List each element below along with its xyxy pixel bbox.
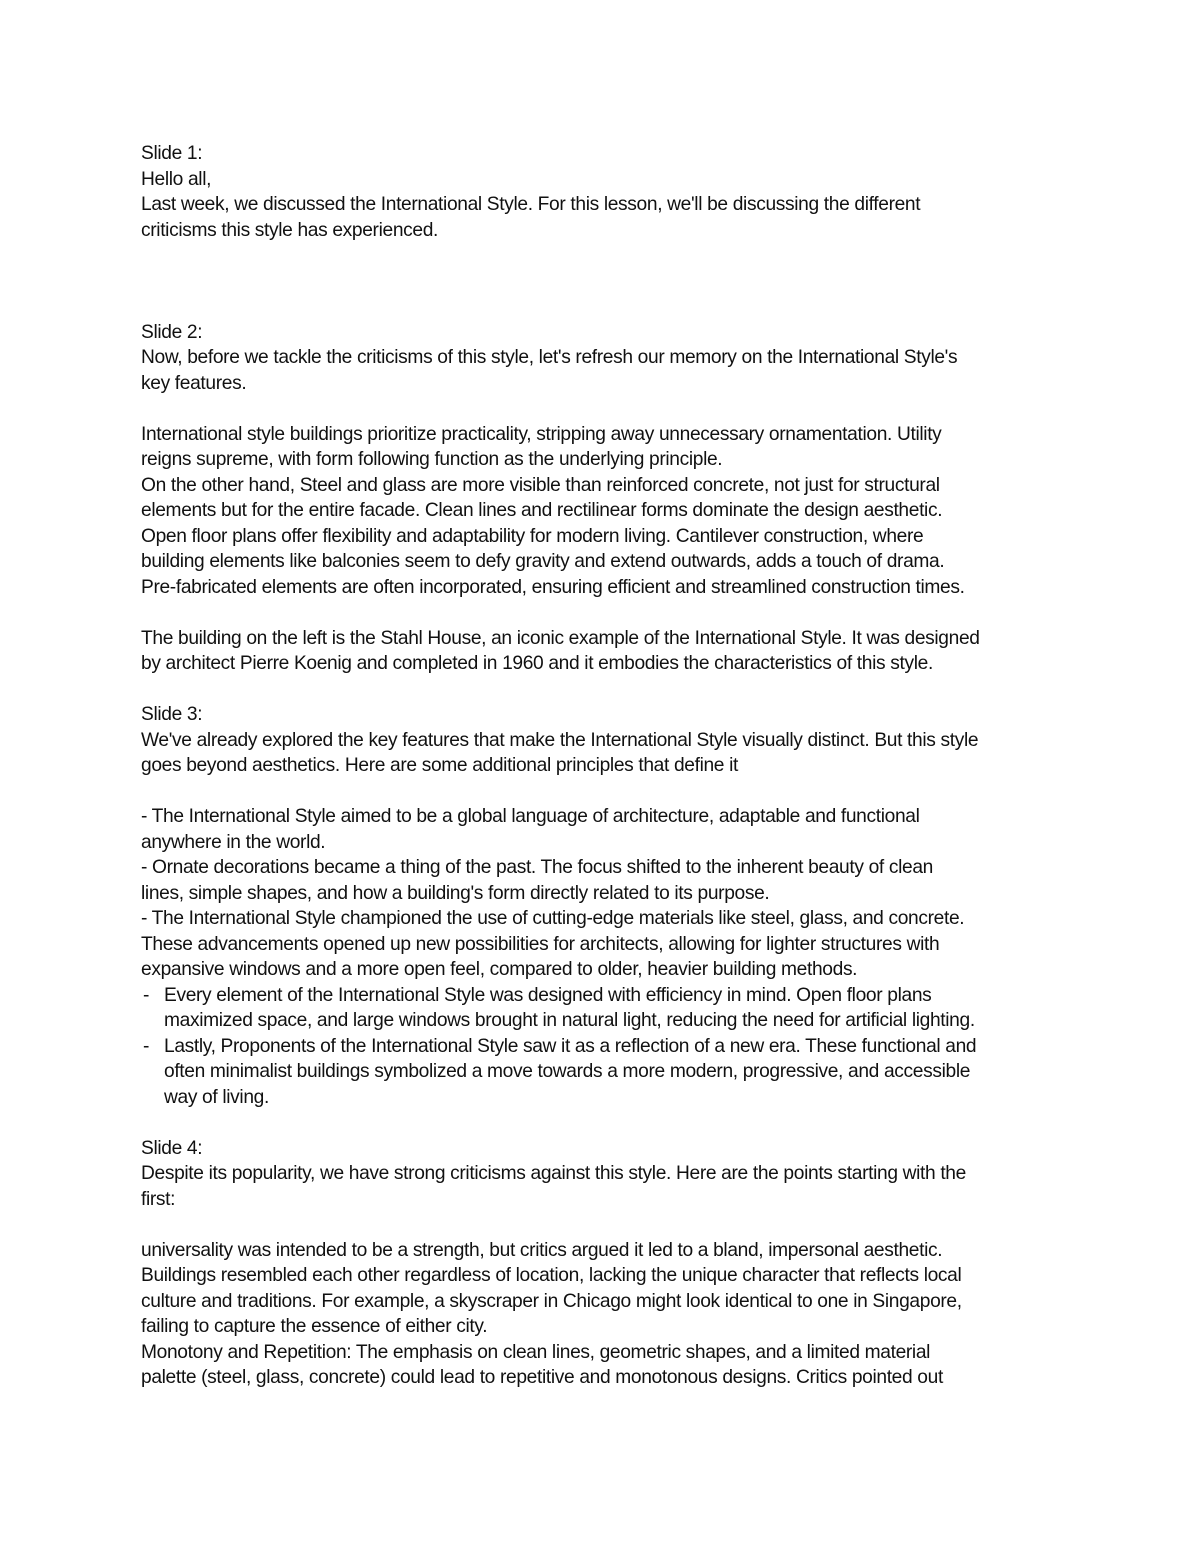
bullet-line: Every element of the International Style was designed with efficiency in mind. Open floor plans <box>164 984 932 1006</box>
slide4-intro-line: Despite its popularity, we have strong criticisms against this style. Here are the points starting with the <box>141 1163 966 1184</box>
bullet-marker: - <box>143 984 150 1006</box>
slide3-principle-line: These advancements opened up new possibilities for architects, allowing for lighter structures with <box>141 933 940 955</box>
slide4-criticism-line: Monotony and Repetition: The emphasis on clean lines, geometric shapes, and a limited material <box>141 1341 931 1363</box>
spacer <box>141 396 1071 422</box>
bullet-item <box>141 1034 1071 1111</box>
slide2-example-line: by architect Pierre Koenig and completed in 1960 and it embodies the characteristics of this style. <box>141 653 933 674</box>
slide2-example-line: The building on the left is the Stahl House, an iconic example of the International Style. It was designed <box>141 627 980 649</box>
bullet-marker: - <box>143 1035 150 1057</box>
slide2-feature-line: On the other hand, Steel and glass are more visible than reinforced concrete, not just for structural <box>141 474 940 496</box>
spacer <box>141 1212 1071 1238</box>
bullet-item <box>141 983 1071 1034</box>
slide2-feature-line: Pre-fabricated elements are often incorporated, ensuring efficient and streamlined construction times. <box>141 576 965 598</box>
slide2-heading: Slide 2: <box>141 321 203 343</box>
bullet-line: Lastly, Proponents of the International Style saw it as a reflection of a new era. These functional and <box>164 1035 977 1057</box>
bullet-line: maximized space, and large windows brought in natural light, reducing the need for artificial lighting. <box>164 1010 975 1031</box>
slide4-criticism-line: universality was intended to be a strength, but critics argued it led to a bland, impersonal aesthetic. <box>141 1239 943 1261</box>
slide3-principle-line: expansive windows and a more open feel, compared to older, heavier building methods. <box>141 959 858 980</box>
slide1-heading: Slide 1: <box>141 143 203 164</box>
spacer <box>141 600 1071 626</box>
slide4-intro-line: first: <box>141 1188 176 1210</box>
slide4-criticism-line: culture and traditions. For example, a skyscraper in Chicago might look identical to one in Singapore, <box>141 1290 962 1312</box>
slide4-criticism-line: Buildings resembled each other regardless of location, lacking the unique character that reflects local <box>141 1265 962 1286</box>
slide4-criticism-line: palette (steel, glass, concrete) could lead to repetitive and monotonous designs. Critics pointed out <box>141 1367 943 1388</box>
bullet-line: way of living. <box>164 1086 269 1108</box>
slide3-principle-line: - The International Style aimed to be a global language of architecture, adaptable and functional <box>141 806 920 827</box>
slide4-criticism-line: failing to capture the essence of either city. <box>141 1316 488 1337</box>
slide3-heading: Slide 3: <box>141 704 203 725</box>
bullet-line: often minimalist buildings symbolized a move towards a more modern, progressive, and accessible <box>164 1061 971 1082</box>
document-page <box>141 141 1071 1391</box>
slide2-feature-line: International style buildings prioritize practicality, stripping away unnecessary ornamentation. Utility <box>141 423 942 445</box>
slide2-intro-line: Now, before we tackle the criticisms of this style, let's refresh our memory on the International Style's <box>141 347 958 368</box>
slide1-line: Last week, we discussed the International Style. For this lesson, we'll be discussing the different <box>141 194 921 215</box>
slide2-intro-line: key features. <box>141 372 247 394</box>
slide2-feature-line: reigns supreme, with form following function as the underlying principle. <box>141 449 723 470</box>
slide3-intro-line: We've already explored the key features that make the International Style visually distinct. But this style <box>141 729 979 751</box>
spacer <box>141 243 1071 320</box>
slide3-intro-line: goes beyond aesthetics. Here are some additional principles that define it <box>141 755 739 776</box>
slide2-feature-line: Open floor plans offer flexibility and adaptability for modern living. Cantilever construction, where <box>141 525 924 547</box>
slide2-feature-line: building elements like balconies seem to defy gravity and extend outwards, adds a touch of drama. <box>141 551 945 572</box>
slide4-heading: Slide 4: <box>141 1137 203 1159</box>
spacer <box>141 1110 1071 1136</box>
slide3-principle-line: - The International Style championed the use of cutting-edge materials like steel, glass, and concrete. <box>141 908 965 929</box>
spacer <box>141 779 1071 805</box>
spacer <box>141 677 1071 703</box>
slide3-principle-line: - Ornate decorations became a thing of the past. The focus shifted to the inherent beauty of clean <box>141 857 933 878</box>
slide3-principle-line: anywhere in the world. <box>141 831 326 853</box>
slide1-line: criticisms this style has experienced. <box>141 219 439 241</box>
slide3-principle-line: lines, simple shapes, and how a building's form directly related to its purpose. <box>141 882 770 904</box>
slide2-feature-line: elements but for the entire facade. Clean lines and rectilinear forms dominate the design aesthetic. <box>141 500 943 521</box>
slide1-line: Hello all, <box>141 168 212 190</box>
